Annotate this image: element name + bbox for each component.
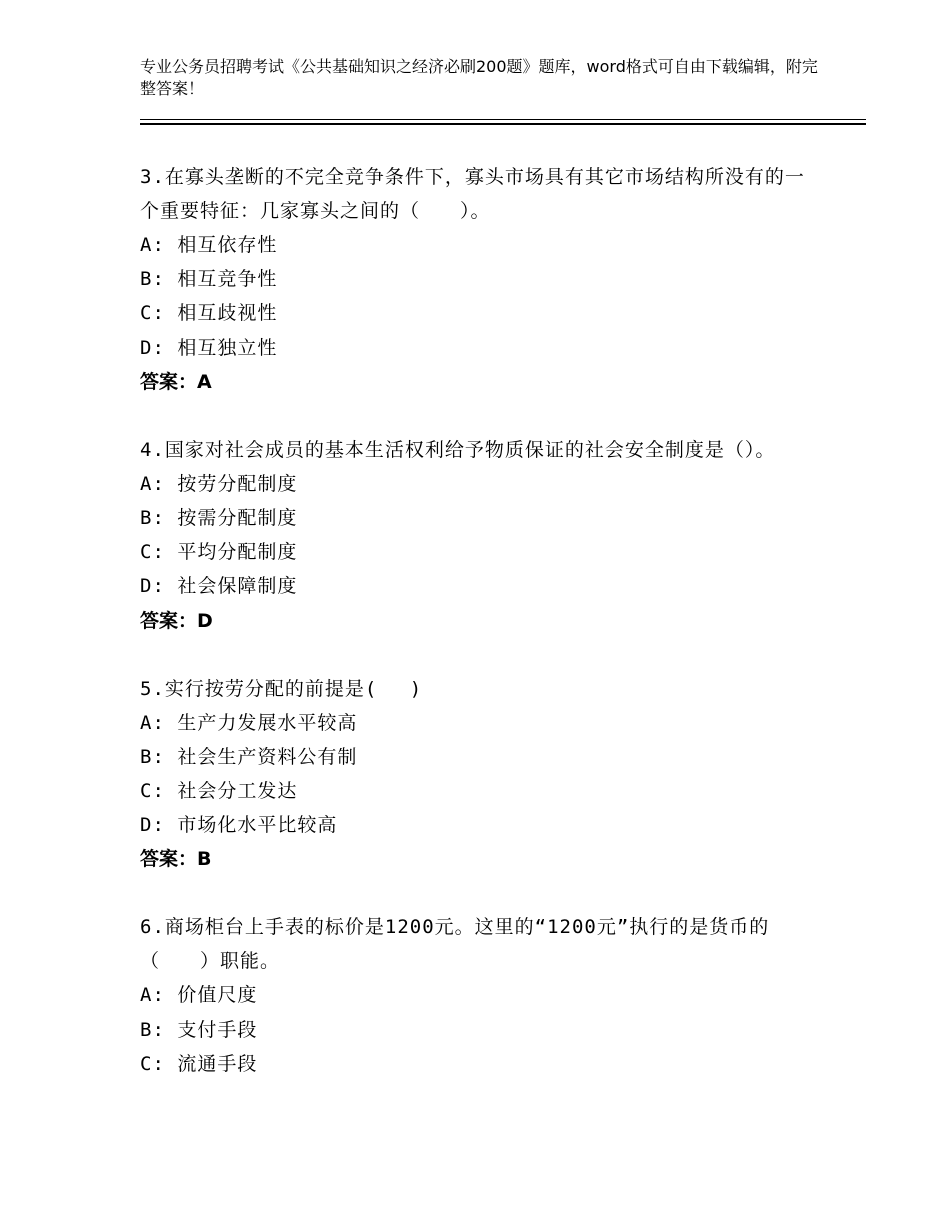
option-a: A: 按劳分配制度 (140, 472, 298, 495)
question-stem: 3.在寡头垄断的不完全竞争条件下，寡头市场具有其它市场结构所没有的一个重要特征：几家寡头之间的（ ）。 (140, 166, 805, 222)
question-list (140, 160, 820, 1115)
option-c: C: 流通手段 (140, 1052, 258, 1075)
option-b: B: 相互竞争性 (140, 268, 278, 291)
document-header: 专业公务员招聘考试《公共基础知识之经济必刷200题》题库，word格式可自由下载编辑，附完整答案！ (140, 57, 818, 98)
question-stem: 5.实行按劳分配的前提是( ) (140, 677, 423, 700)
option-c: C: 相互歧视性 (140, 302, 278, 325)
option-b: B: 支付手段 (140, 1018, 258, 1041)
answer-label: 答案：D (140, 609, 213, 632)
option-d: D: 相互独立性 (140, 336, 278, 359)
answer-label: 答案：A (140, 370, 212, 393)
option-a: A: 价值尺度 (140, 984, 258, 1007)
option-a: A: 相互依存性 (140, 234, 278, 256)
question-6 (140, 910, 820, 1081)
option-b: B: 按需分配制度 (140, 507, 298, 530)
question-stem: 6.商场柜台上手表的标价是1200元。这里的“1200元”执行的是货币的（ ）职能。 (140, 916, 770, 973)
option-a: A: 生产力发展水平较高 (140, 711, 358, 734)
option-b: B: 社会生产资料公有制 (140, 745, 358, 768)
header-divider-thick (140, 123, 866, 125)
question-4 (140, 433, 820, 638)
header-divider-thin (140, 119, 866, 120)
question-5 (140, 672, 820, 877)
option-d: D: 社会保障制度 (140, 575, 298, 598)
option-d: D: 市场化水平比较高 (140, 814, 338, 837)
question-3 (140, 160, 820, 399)
question-stem: 4.国家对社会成员的基本生活权利给予物质保证的社会安全制度是（）。 (140, 438, 776, 461)
answer-label: 答案：B (140, 848, 212, 871)
option-c: C: 平均分配制度 (140, 541, 298, 564)
option-c: C: 社会分工发达 (140, 780, 298, 803)
